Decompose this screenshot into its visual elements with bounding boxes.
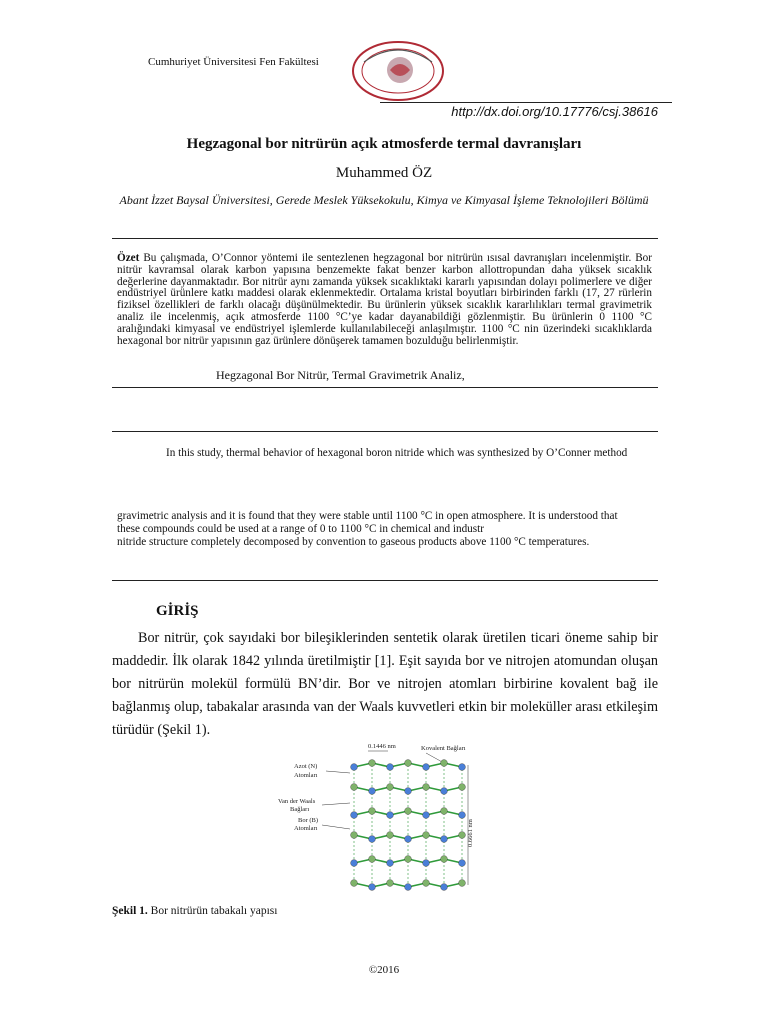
boron-atom [351,880,358,887]
figure-label-boron-2: Atomları [294,825,318,832]
figure-label-bond-length: 0.1446 nm [368,743,396,750]
boron-atom [405,760,412,767]
nitrogen-atom [369,788,376,795]
nitrogen-atom [405,836,412,843]
boron-atom [459,784,466,791]
boron-atom [459,880,466,887]
nitrogen-atom [405,788,412,795]
boron-atom [387,880,394,887]
boron-atom [405,808,412,815]
abstract-en-line-3: these compounds could be used at a range of 0 to 1100 °C in chemical and industr [117,523,484,535]
figure-label-nitrogen-2: Atomları [294,772,318,779]
author-name: Muhammed ÖZ [335,165,433,181]
nitrogen-atom [459,860,466,867]
boron-atom [369,808,376,815]
abstract-en-bottom-rule [112,580,658,581]
keywords-tr: Hegzagonal Bor Nitrür, Termal Gravimetrik Analiz, [216,368,465,382]
section-heading-intro: GİRİŞ [156,603,199,619]
abstract-en-line-2: gravimetric analysis and it is found that they were stable until 1100 °C in open atmosphere. It is understood that [117,510,618,522]
bn-layered-structure-figure [276,737,486,897]
abstract-text: Bu çalışmada, O’Connor yöntemi ile sentezlenen hegzagonal bor nitrürün ısısal davranışları incelenmiştir. Bor nitrür kavramsal olarak karbon yapısına benzemekte fakat benzer karbon allottropundan daha yüksek sıcaklık değerlerine dayanmaktadır. Bor nitrür aynı zamanda yüksek sıcaklıktaki kararlı yapısından dolayı polimerlere ve diğer endüstriyel ürünlere katkı maddesi olarak eklenmektedir. Ortalama kristal boyutları birbirinden farklı (17, 27 rürlerin fiziksel özellikleri de farklı olacağı düşünülmektedir. Bu ürünlerin yüksek sıcaklık kararlılıkları termal gravimetrik analiz ile incelenmiş, açık atmosferde 1100 °C’ye kadar dayanabildiği gözlenmiştir. Bu ürünlerin 0 1100 °C aralığındaki kimyasal ve endüstriyel işlemlerde kullanılabileceği anlaşılmıştır. 1100 °C nin üzerindeki sıcaklıklarda hexagonal bor nitrür yapısının gaz ürünlere dönüşerek tamamen bozulduğu belirlenmiştir. [117,252,652,347]
figure-label-interlayer: 0.6661 nm [467,819,474,847]
boron-atom [441,760,448,767]
boron-atom [423,784,430,791]
nitrogen-atom [459,764,466,771]
abstract-en-line-1: In this study, thermal behavior of hexagonal boron nitride which was synthesized by O’Conner method [166,447,628,459]
boron-atom [405,856,412,863]
nitrogen-atom [423,812,430,819]
boron-atom [387,832,394,839]
nitrogen-atom [369,836,376,843]
university-logo [350,40,446,102]
figure-label-nitrogen-1: Azot (N) [294,763,318,770]
abstract-tr [117,253,652,347]
nitrogen-atom [423,860,430,867]
boron-atom [423,832,430,839]
nitrogen-atom [441,884,448,891]
boron-atom [441,856,448,863]
boron-atom [459,832,466,839]
nitrogen-atom [351,764,358,771]
intro-paragraph: Bor nitrür, çok sayıdaki bor bileşiklerinden sentetik olarak üretilen ticari öneme sahip bir maddedir. İlk olarak 1842 yılında üretilmiştir [1]. Eşit sayıda bor ve nitrojen atomundan oluşan bor nitrürün molekül formülü BN’dir. Bor ve nitrojen atomları birbirine kovalent bağ ile bağlanmış olup, tabakalar arasında van der Waals kuvvetleri etkin bir moleküller arası etkileşim türüdür (Şekil 1). [112,630,658,738]
nitrogen-atom [387,860,394,867]
figure-caption-label: Şekil 1. [112,905,148,917]
abstract-en-block [117,510,652,549]
author-affiliation: Abant İzzet Baysal Üniversitesi, Gerede Meslek Yüksekokulu, Kimya ve Kimyasal İşleme Teknolojileri Bölümü [119,193,649,207]
figure-label-vdw-2: Bağları [290,806,310,813]
nitrogen-atom [423,764,430,771]
nitrogen-atom [441,836,448,843]
nitrogen-atom [441,788,448,795]
figure-label-boron-1: Bor (B) [298,817,319,824]
boron-atom [369,856,376,863]
figure-label-vdw-1: Van der Waals [278,798,316,805]
nitrogen-atom [369,884,376,891]
boron-atom [351,832,358,839]
abstract-en-top-rule [112,431,658,432]
boron-atom [369,760,376,767]
boron-atom [441,808,448,815]
abstract-bottom-rule [112,387,658,388]
nitrogen-atom [405,884,412,891]
abstract-top-rule [112,238,658,239]
institution-name: Cumhuriyet Üniversitesi Fen Fakültesi [148,56,319,68]
figure-caption [112,905,277,917]
doi-link[interactable]: http://dx.doi.org/10.17776/csj.38616 [451,104,658,119]
label-pointer [322,825,350,829]
nitrogen-atom [459,812,466,819]
copyright: ©2016 [368,964,400,976]
boron-atom [351,784,358,791]
boron-atom [387,784,394,791]
label-pointer [322,803,350,805]
abstract-en-line-4: nitride structure completely decomposed by convention to gaseous products above 1100 °C temperatures. [117,536,590,548]
abstract-label: Özet [117,252,140,264]
boron-atom [423,880,430,887]
figure-caption-text: Bor nitrürün tabakalı yapısı [147,905,278,917]
figure-label-covalent: Kovalent Bağları [421,745,466,752]
nitrogen-atom [351,812,358,819]
label-pointer [326,771,350,773]
nitrogen-atom [351,860,358,867]
nitrogen-atom [387,812,394,819]
nitrogen-atom [387,764,394,771]
header-rule [380,102,672,103]
article-title: Hegzagonal bor nitrürün açık atmosferde termal davranışları [186,136,582,152]
